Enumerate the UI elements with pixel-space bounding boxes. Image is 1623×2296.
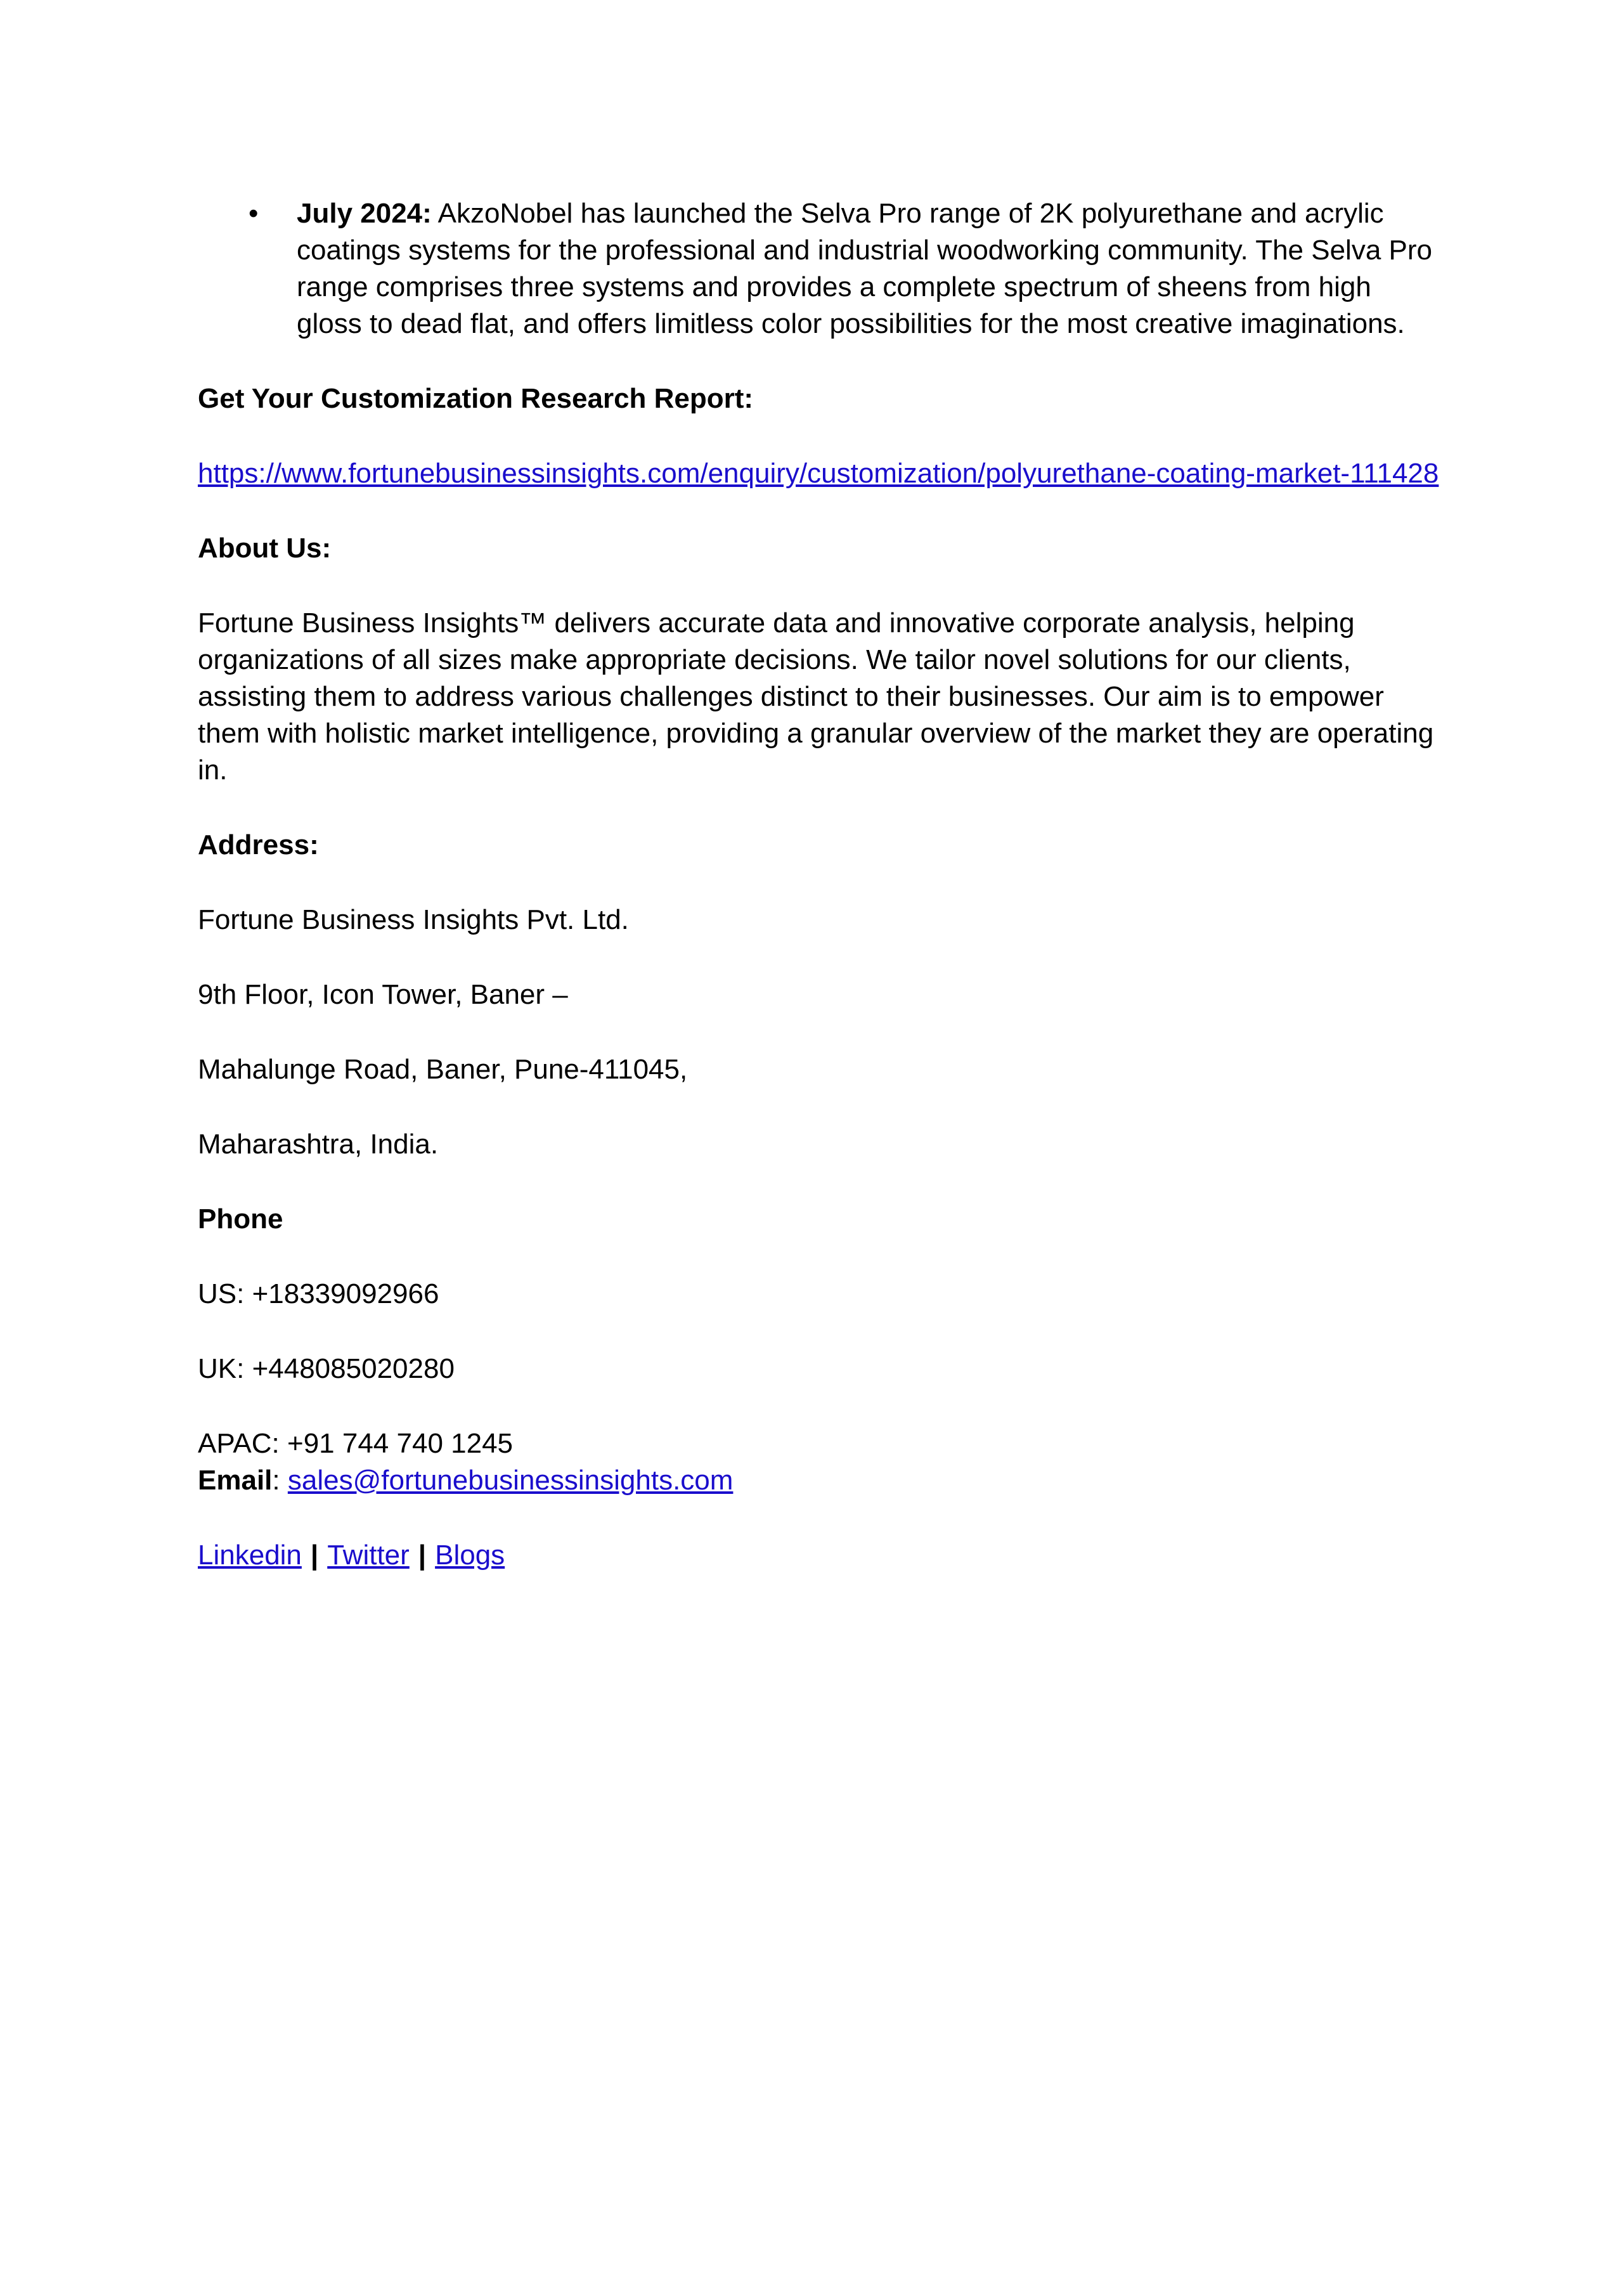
address-line-building: 9th Floor, Icon Tower, Baner – <box>198 979 568 1010</box>
linkedin-link[interactable]: Linkedin <box>198 1540 302 1571</box>
about-text: Fortune Business Insights™ delivers accurate data and innovative corporate analysis, helping organizations of all sizes make appropriate decisions. We tailor novel solutions for our clients, assisting them to address various challenges distinct to their businesses. Our aim is to empower them with holistic market intelligence, providing a granular overview of the market they are operating in. <box>198 607 1434 786</box>
customization-link-paragraph <box>198 455 1440 492</box>
blogs-link[interactable]: Blogs <box>435 1540 505 1571</box>
email-line <box>198 1462 1440 1499</box>
about-heading: About Us: <box>198 533 332 564</box>
address-heading: Address: <box>198 829 319 860</box>
customization-link[interactable]: https://www.fortunebusinessinsights.com/enquiry/customization/polyurethane-coating-market-111428 <box>198 458 1439 489</box>
social-links <box>198 1537 1440 1574</box>
social-separator: | <box>418 1540 427 1571</box>
email-link[interactable]: sales@fortunebusinessinsights.com <box>287 1465 734 1496</box>
address-line-road: Mahalunge Road, Baner, Pune-411045, <box>198 1054 688 1085</box>
news-item <box>198 195 1440 342</box>
email-separator: : <box>272 1465 280 1496</box>
document-page <box>198 195 1440 1574</box>
phone-apac: APAC: +91 744 740 1245 <box>198 1428 514 1459</box>
twitter-link[interactable]: Twitter <box>327 1540 410 1571</box>
address-line-company: Fortune Business Insights Pvt. Ltd. <box>198 904 629 935</box>
social-separator: | <box>310 1540 319 1571</box>
phone-heading: Phone <box>198 1203 283 1235</box>
news-list <box>198 195 1440 342</box>
phone-us: US: +18339092966 <box>198 1278 439 1309</box>
address-line-state: Maharashtra, India. <box>198 1129 439 1160</box>
bullet-icon: • <box>249 198 259 229</box>
news-text: AkzoNobel has launched the Selva Pro range of 2K polyurethane and acrylic coatings systems for the professional and industrial woodworking community. The Selva Pro range comprises three systems and provides a complete spectrum of sheens from high gloss to dead flat, and offers limitless color possibilities for the most creative imaginations. <box>297 198 1433 339</box>
email-label: Email <box>198 1465 273 1496</box>
customization-heading: Get Your Customization Research Report: <box>198 383 754 414</box>
news-date: July 2024: <box>297 198 432 229</box>
phone-uk: UK: +448085020280 <box>198 1353 455 1384</box>
